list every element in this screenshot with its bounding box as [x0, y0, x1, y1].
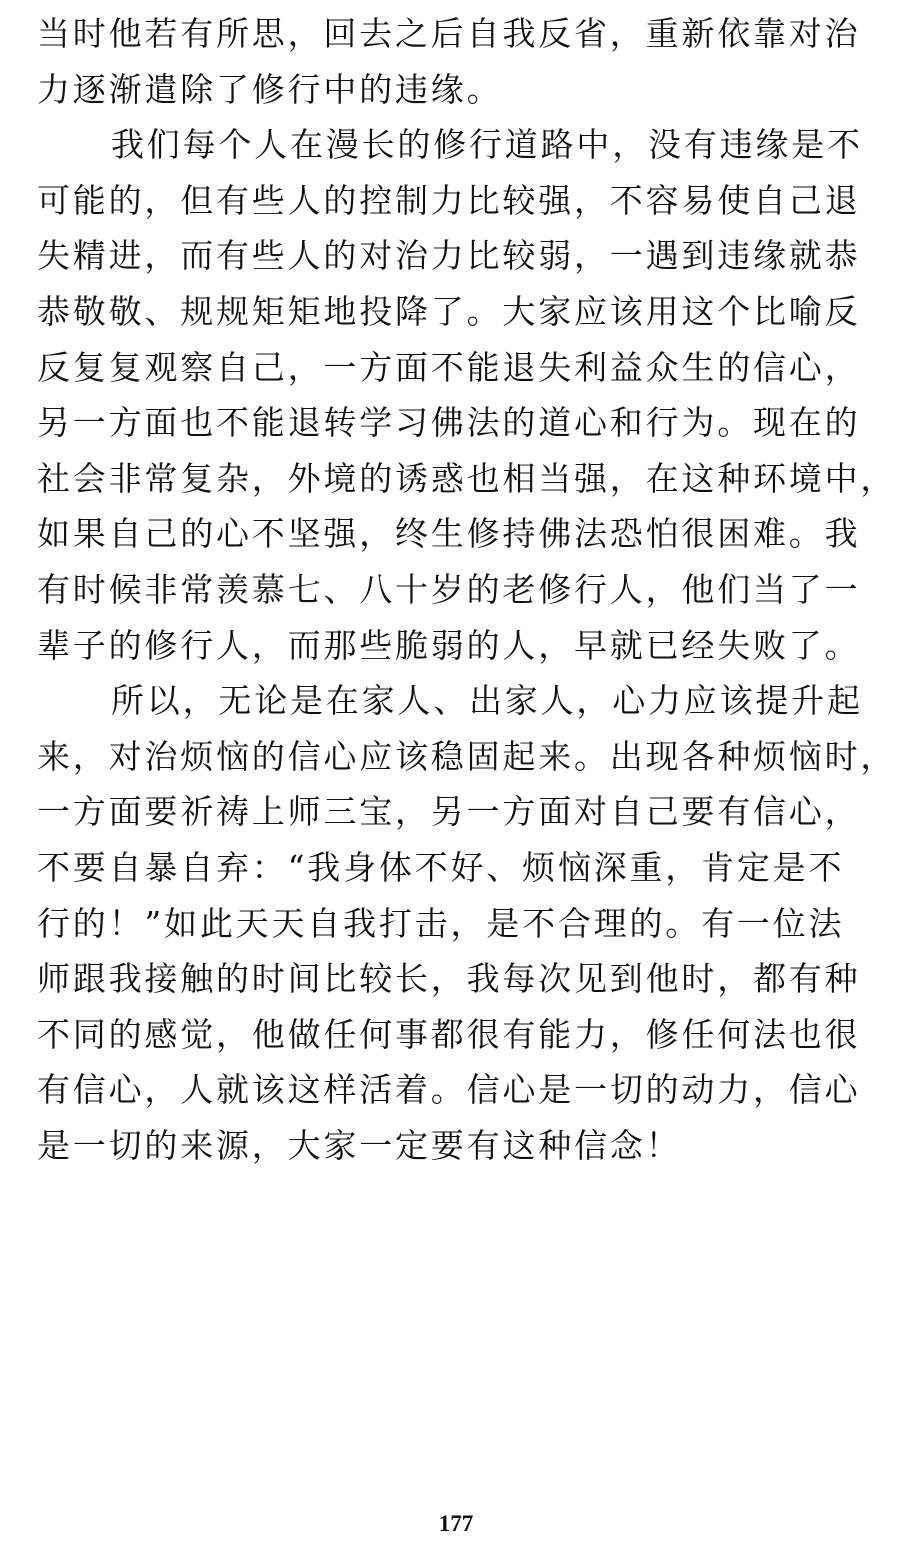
text-line: 有时候非常羡慕七、八十岁的老修行人，他们当了一: [37, 569, 861, 609]
text-line: 恭敬敬、规规矩矩地投降了。大家应该用这个比喻反: [37, 291, 861, 331]
text-line: 是一切的来源，大家一定要有这种信念！: [37, 1125, 682, 1165]
text-line: 一方面要祈祷上师三宝，另一方面对自己要有信心，: [37, 792, 861, 832]
text-line: 反复复观察自己，一方面不能退失利益众生的信心，: [37, 347, 861, 387]
text-line: 另一方面也不能退转学习佛法的道心和行为。现在的: [37, 403, 861, 443]
text-line: 行的！”如此天天自我打击，是不合理的。有一位法: [37, 903, 845, 943]
text-line: 当时他若有所思，回去之后自我反省，重新依靠对治: [37, 14, 861, 53]
text-line: 失精进，而有些人的对治力比较弱，一遇到违缘就恭: [37, 236, 861, 276]
paragraph-start-line: 我们每个人在漫长的修行道路中，没有违缘是不: [111, 125, 863, 165]
text-line: 辈子的修行人，而那些脆弱的人，早就已经失败了。: [37, 625, 861, 665]
text-line: 师跟我接触的时间比较长，我每次见到他时，都有种: [37, 959, 861, 999]
text-line: 不同的感觉，他做任何事都很有能力，修任何法也很: [37, 1014, 861, 1054]
page-number: 177: [438, 1511, 474, 1536]
text-line: 可能的，但有些人的控制力比较强，不容易使自己退: [37, 180, 861, 220]
text-line: 社会非常复杂，外境的诱惑也相当强，在这种环境中，: [37, 458, 897, 498]
text-line: 不要自暴自弃：“我身体不好、烦恼深重，肯定是不: [37, 847, 845, 887]
body-text: [37, 6, 897, 1173]
text-line: 有信心，人就该这样活着。信心是一切的动力，信心: [37, 1070, 861, 1110]
paragraph-start-line: 所以，无论是在家人、出家人，心力应该提升起: [111, 681, 863, 721]
text-line: 来，对治烦恼的信心应该稳固起来。出现各种烦恼时，: [37, 736, 897, 776]
text-line: 力逐渐遣除了修行中的违缘。: [37, 69, 503, 109]
text-line: 如果自己的心不坚强，终生修持佛法恐怕很困难。我: [37, 514, 861, 554]
